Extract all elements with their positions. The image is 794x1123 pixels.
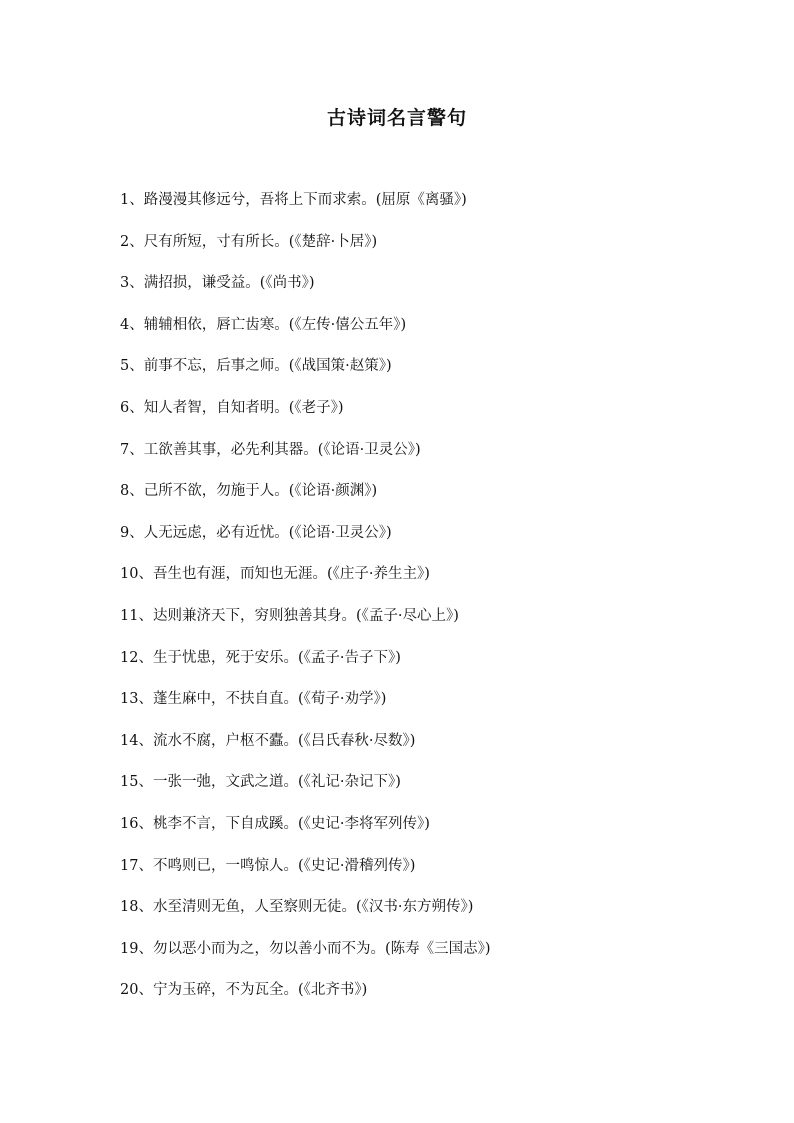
quote-item: 3、满招损，谦受益。(《尚书》) — [120, 275, 315, 292]
quote-item: 16、桃李不言，下自成蹊。(《史记·李将军列传》) — [120, 815, 430, 832]
quote-item: 7、工欲善其事，必先利其器。(《论语·卫灵公》) — [120, 441, 421, 458]
quote-item: 15、一张一弛，文武之道。(《礼记·杂记下》) — [120, 774, 401, 791]
quote-item: 5、前事不忘，后事之师。(《战国策·赵策》) — [120, 358, 392, 375]
document-title: 古诗词名言警句 — [326, 107, 467, 129]
quote-item: 6、知人者智，自知者明。(《老子》) — [120, 399, 344, 416]
quote-item: 12、生于忧患，死于安乐。(《孟子·告子下》) — [120, 649, 401, 666]
quote-item: 8、己所不欲，勿施于人。(《论语·颜渊》) — [120, 483, 378, 500]
quote-item: 9、人无远虑，必有近忧。(《论语·卫灵公》) — [120, 524, 392, 541]
quote-list — [120, 186, 760, 1018]
quote-item: 20、宁为玉碎，不为瓦全。(《北齐书》) — [120, 982, 368, 999]
quote-item: 2、尺有所短，寸有所长。(《楚辞·卜居》) — [120, 233, 378, 250]
quote-item: 4、辅辅相依，唇亡齿寒。(《左传·僖公五年》) — [120, 316, 407, 333]
quote-item: 10、吾生也有涯，而知也无涯。(《庄子·养生主》) — [120, 566, 430, 583]
quote-item: 1、路漫漫其修远兮，吾将上下而求索。(屈原《离骚》) — [120, 192, 467, 208]
quote-item: 14、流水不腐，户枢不蠹。(《吕氏春秋·尽数》) — [120, 732, 416, 749]
quote-item: 19、勿以恶小而为之，勿以善小而不为。(陈寿《三国志》) — [120, 940, 491, 957]
quote-item: 11、达则兼济天下，穷则独善其身。(《孟子·尽心上》) — [120, 607, 459, 624]
quote-item: 18、水至清则无鱼，人至察则无徒。(《汉书·东方朔传》) — [120, 899, 474, 916]
quote-item: 13、蓬生麻中，不扶自直。(《荀子·劝学》) — [120, 691, 387, 708]
quote-item: 17、不鸣则已，一鸣惊人。(《史记·滑稽列传》) — [120, 857, 416, 874]
